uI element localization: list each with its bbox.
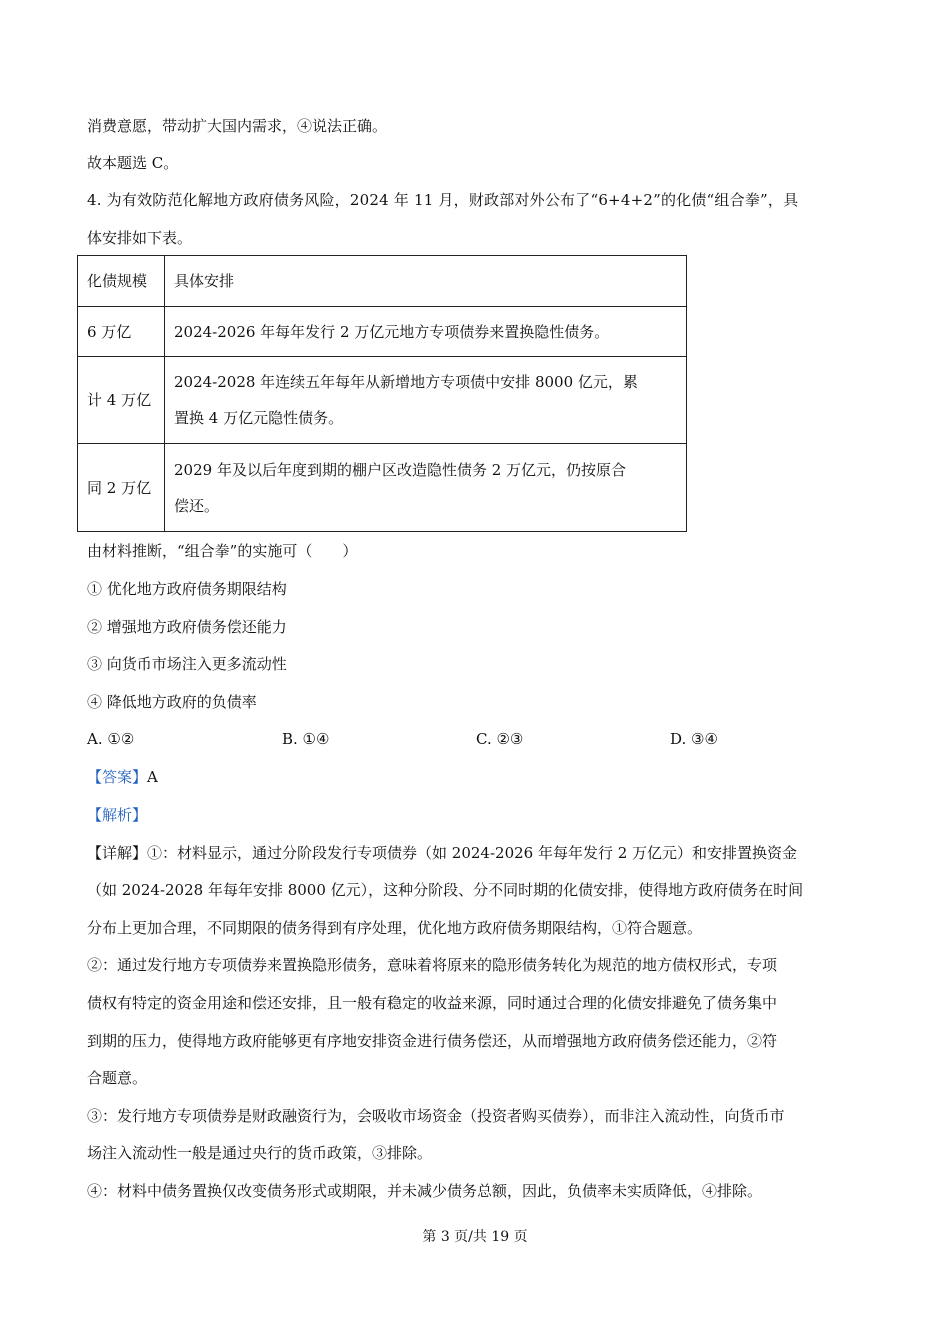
table-cell-plan	[165, 307, 687, 357]
table-row	[78, 307, 687, 357]
question-stem: 由材料推断，“组合拳”的实施可（ ）	[87, 542, 358, 560]
table-cell-plan	[165, 357, 687, 444]
detail-line-5: 债权有特定的资金用途和偿还安排，且一般有稳定的收益来源，同时通过合理的化债安排避免了债务集中	[87, 994, 778, 1012]
detail-line-8: ③：发行地方专项债券是财政融资行为，会吸收市场资金（投资者购买债券），而非注入流动性，向货币市	[87, 1107, 785, 1125]
table-row	[78, 444, 687, 532]
table-cell-scale: 计 4 万亿	[78, 357, 165, 444]
table-cell-plan-line: 置换 4 万亿元隐性债务。	[174, 409, 344, 427]
statement-3: ③ 向货币市场注入更多流动性	[87, 655, 287, 673]
detail-tag: 【详解】	[87, 844, 148, 862]
detail-line-3: 分布上更加合理，不同期限的债务得到有序处理，优化地方政府债务期限结构，①符合题意。	[87, 919, 703, 937]
detail-line-4: ②：通过发行地方专项债券来置换隐形债务，意味着将原来的隐形债务转化为规范的地方债权形式，专项	[87, 956, 778, 974]
option-b: B. ①④	[282, 730, 330, 748]
analysis-tag: 【解析】	[87, 806, 148, 824]
table-cell-scale: 6 万亿	[78, 307, 165, 357]
option-a: A. ①②	[87, 730, 135, 748]
table-header-scale: 化债规模	[78, 256, 165, 307]
previous-answer-line-1: 消费意愿，带动扩大国内需求，④说法正确。	[87, 117, 388, 135]
detail-line-1	[87, 843, 797, 863]
answer-line	[87, 767, 158, 787]
statement-2: ② 增强地方政府债务偿还能力	[87, 618, 287, 636]
option-c: C. ②③	[476, 730, 524, 748]
detail-line-7: 合题意。	[87, 1069, 148, 1087]
answer-value: A	[147, 768, 158, 786]
table-header-plan: 具体安排	[165, 256, 687, 307]
statement-1: ① 优化地方政府债务期限结构	[87, 580, 287, 598]
option-d: D. ③④	[670, 730, 718, 748]
table-cell-plan	[165, 444, 687, 532]
answer-tag: 【答案】	[87, 768, 148, 786]
table-cell-plan-line: 2029 年及以后年度到期的棚户区改造隐性债务 2 万亿元，仍按原合	[174, 460, 627, 479]
statement-4: ④ 降低地方政府的负债率	[87, 693, 257, 711]
debt-plan-table	[77, 255, 687, 532]
question-title-line-2: 体安排如下表。	[87, 229, 193, 247]
detail-line-9: 场注入流动性一般是通过央行的货币政策，③排除。	[87, 1144, 433, 1162]
previous-answer-line-2: 故本题选 C。	[87, 154, 179, 172]
question-title-line-1: 4. 为有效防范化解地方政府债务风险，2024 年 11 月，财政部对外公布了“6+4+2”的化债“组合拳”，具	[87, 191, 799, 209]
detail-text: ①：材料显示，通过分阶段发行专项债券（如 2024-2026 年每年发行 2 万亿元）和安排置换资金	[147, 844, 798, 862]
detail-line-6: 到期的压力，使得地方政府能够更有序地安排资金进行债务偿还，从而增强地方政府债务偿还能力，②符	[87, 1032, 778, 1050]
page-footer: 第 3 页/共 19 页	[422, 1229, 528, 1245]
table-cell-plan-line: 2024-2028 年连续五年每年从新增地方专项债中安排 8000 亿元，累	[174, 373, 638, 391]
table-row	[78, 357, 687, 444]
table-header-row	[78, 256, 687, 307]
detail-line-10: ④：材料中债务置换仅改变债务形式或期限，并未减少债务总额，因此，负债率未实质降低，④排除。	[87, 1182, 763, 1200]
table-cell-plan-line: 2024-2026 年每年发行 2 万亿元地方专项债券来置换隐性债务。	[174, 322, 610, 341]
table-cell-plan-line: 偿还。	[174, 496, 220, 515]
table-cell-scale: 同 2 万亿	[78, 444, 165, 532]
detail-line-2: （如 2024-2028 年每年安排 8000 亿元），这种分阶段、分不同时期的化债安排，使得地方政府债务在时间	[87, 881, 804, 899]
answer-options	[0, 729, 950, 751]
